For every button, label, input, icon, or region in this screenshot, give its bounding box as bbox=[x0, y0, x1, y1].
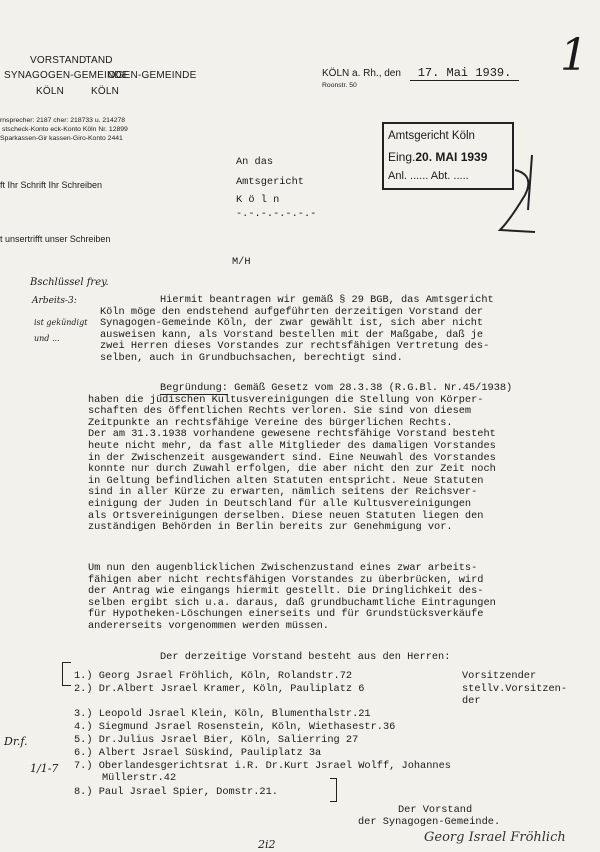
para3-line: fähigen aber nicht rechtsfähigen Vorstandes zu überbrücken, wird bbox=[88, 573, 484, 586]
board-role: der bbox=[462, 695, 481, 707]
body-paragraph-2 bbox=[88, 383, 512, 534]
page-number: 1 bbox=[560, 30, 588, 81]
para1-line: Hiermit beantragen wir gemäß § 29 BGB, das Amtsgericht bbox=[160, 294, 494, 306]
board-num: 8.) bbox=[74, 786, 93, 798]
para2-line: einigung der Juden in Deutschland für alle Kultusvereinigungen bbox=[88, 497, 472, 510]
board-member-text: Albert Jsrael Süskind, Pauliplatz 3a bbox=[98, 747, 322, 759]
board-member-row bbox=[74, 670, 352, 682]
date-city: KÖLN a. Rh., den bbox=[322, 68, 401, 79]
para1-line: ausweisen kann, als Vorstand bestellen mit der Maßgabe, daß je bbox=[100, 328, 484, 341]
board-member-continued: Müllerstr.42 bbox=[102, 772, 177, 784]
board-num: 7.) bbox=[74, 760, 93, 772]
footer-mark: 2i2 bbox=[258, 838, 276, 851]
para1-line: Synagogen-Gemeinde Köln, der zwar gewählt ist, sich aber nicht bbox=[100, 317, 484, 330]
board-num: 1.) bbox=[74, 670, 93, 682]
signature: Georg Israel Fröhlich bbox=[424, 830, 566, 845]
letterhead-org3-a: KÖLN bbox=[36, 86, 65, 97]
para2-line: heute nicht mehr, da fast alle Mitglieder des damaligen Vorstandes bbox=[88, 439, 496, 452]
board-member-text: Siegmund Jsrael Rosenstein, Köln, Wiethasestr.36 bbox=[98, 721, 396, 733]
para2-line: als Ortsvereinigungen derselben. Diese neuen Statuten liegen den bbox=[88, 509, 484, 522]
para2-line: zuständigen Behörden in Berlin bereits zur Genehmigung vor. bbox=[88, 521, 453, 534]
board-member-text: Oberlandesgerichtsrat i.R. Dr.Kurt Jsrael Wolff, Johannes bbox=[98, 760, 451, 772]
reference-code: M/H bbox=[232, 256, 251, 268]
para1-line: selben, auch in Grundbuchsachen, berechtigt sind. bbox=[100, 351, 403, 364]
handwritten-mark-icon bbox=[480, 150, 550, 240]
board-num: 3.) bbox=[74, 708, 93, 720]
board-role: stellv.Vorsitzen- bbox=[462, 683, 568, 695]
margin-board-note-2: 1/1-7 bbox=[30, 762, 59, 775]
board-bracket-left bbox=[62, 662, 71, 686]
date-value: 17. Mai 1939. bbox=[410, 66, 520, 81]
board-member-text: Georg Jsrael Fröhlich, Köln, Rolandstr.72 bbox=[98, 670, 353, 682]
letterhead-sparkasse: Sparkassen-Gir kassen-Giro-Konto 2441 bbox=[0, 135, 123, 142]
para2-line: in der Zwischenzeit ausgewandert sind. Eine Neuwahl des Vorstandes bbox=[88, 451, 496, 464]
para2-line: Gemäß Gesetz vom 28.3.38 (R.G.Bl. Nr.45/1938) bbox=[234, 382, 513, 394]
board-member-row bbox=[74, 760, 451, 772]
para3-line: selben ergibt sich u.a. daraus, daß grundbuchamtliche Eintragungen bbox=[88, 596, 496, 609]
board-member-text: Leopold Jsrael Klein, Köln, Blumenthalstr.21 bbox=[98, 708, 371, 720]
para3-line: Um nun den augenblicklichen Zwischenzustand eines zwar arbeits- bbox=[88, 562, 478, 574]
para3-line: der Antrag wie eingangs hiermit gestellt. Die Dringlichkeit des- bbox=[88, 585, 484, 598]
stamp-eing: Eing. bbox=[388, 150, 416, 164]
para2-line: in Geltung befindlichen alten Statuten entspricht. Neue Statuten bbox=[88, 474, 484, 487]
board-member-text: Dr.Albert Jsrael Kramer, Köln, Pauliplatz 6 bbox=[98, 683, 365, 695]
recipient-line2: Amtsgericht bbox=[236, 176, 304, 188]
board-intro: Der derzeitige Vorstand besteht aus den Herren: bbox=[160, 651, 451, 663]
margin-note-2: Arbeits-3: bbox=[32, 296, 77, 306]
board-num: 6.) bbox=[74, 747, 93, 759]
para2-line: Zeitpunkte an rechtsfähige Vereine des bürgerlichen Rechts. bbox=[88, 416, 453, 429]
board-member-text: Paul Jsrael Spier, Domstr.21. bbox=[98, 786, 278, 798]
letterhead-postcheck: stscheck-Konto eck-Konto Köln Nr. 12899 bbox=[2, 126, 128, 133]
para1-line: Köln möge den endstehend aufgeführten derzeitigen Vorstand der bbox=[100, 305, 484, 318]
para3-line: andererseits vorgenommen werden müssen. bbox=[88, 619, 329, 632]
stamp-date: 20. MAI 1939 bbox=[415, 150, 488, 164]
body-paragraph-3 bbox=[88, 563, 496, 633]
letterhead-org-line2 bbox=[4, 70, 196, 82]
letterhead-org3-b: KÖLN bbox=[91, 86, 120, 97]
recipient-line3: K ö l n bbox=[236, 194, 280, 206]
recipient-line4: -.-.-.-.-.-.- bbox=[236, 208, 317, 220]
board-member-row bbox=[74, 747, 321, 759]
para2-line: Der am 31.3.1938 vorhandene gewesene rechtsfähige Vorstand besteht bbox=[88, 428, 496, 441]
letterhead-org-line3 bbox=[36, 86, 119, 98]
board-role: Vorsitzender bbox=[462, 670, 537, 682]
stamp-line2 bbox=[388, 150, 487, 164]
letterhead-org2-b: OGEN-GEMEINDE bbox=[107, 70, 197, 81]
board-member-row bbox=[74, 721, 395, 733]
board-member-text: Dr.Julius Jsrael Bier, Köln, Salierring 27 bbox=[98, 734, 359, 746]
begruendung-label: Begründung: bbox=[160, 382, 228, 394]
letterhead-phone: rnsprecher: 2187 cher: 218733 u. 214278 bbox=[0, 117, 126, 124]
board-member-row bbox=[74, 786, 278, 798]
letterhead-org2-a: SYNAGOGEN-GEMEINDE bbox=[4, 70, 129, 81]
closing-line2: der Synagogen-Gemeinde. bbox=[358, 816, 501, 828]
margin-board-note-1: Dr.f. bbox=[4, 735, 28, 748]
body-paragraph-1 bbox=[100, 295, 494, 365]
para2-line: schaften des öffentlichen Rechts verloren. Sie sind von diesem bbox=[88, 405, 472, 418]
letterhead-ihr-schreiben: ft Ihr Schrift Ihr Schreiben bbox=[0, 180, 103, 190]
margin-note-1: Bschlüssel frey. bbox=[30, 277, 109, 288]
letterhead-unser-schreiben: t unsertrifft unser Schreiben bbox=[0, 234, 111, 244]
para2-first-line bbox=[88, 383, 512, 395]
board-num: 4.) bbox=[74, 721, 93, 733]
para2-line: konnte nur durch Zuwahl erfolgen, die aber nicht den zur Zeit noch bbox=[88, 463, 496, 476]
board-member-row bbox=[74, 683, 364, 695]
board-member-row bbox=[74, 708, 371, 720]
date-line bbox=[322, 68, 519, 80]
board-num: 2.) bbox=[74, 683, 93, 695]
para3-line: für Hypotheken-Löschungen einerseits und für Grundstücksverkäufe bbox=[88, 608, 484, 621]
board-bracket-right bbox=[330, 778, 337, 802]
board-member-row bbox=[74, 734, 358, 746]
margin-note-3: ist gekündigt bbox=[34, 318, 88, 327]
para1-line: zwei Herren dieses Vorstandes zur rechtsfähigen Vertretung des- bbox=[100, 340, 490, 353]
letterhead-org-b: TAND bbox=[85, 55, 113, 66]
margin-note-4: und ... bbox=[34, 334, 60, 343]
closing-line1: Der Vorstand bbox=[398, 804, 473, 816]
stamp-line1: Amtsgericht Köln bbox=[388, 130, 475, 142]
letterhead-org-line1 bbox=[30, 55, 113, 67]
date-address: Roonstr. 50 bbox=[322, 82, 357, 89]
stamp-line3: Anl. ...... Abt. ..... bbox=[388, 170, 469, 182]
recipient-line1: An das bbox=[236, 156, 274, 168]
letterhead-org-a: VORSTAND bbox=[30, 55, 87, 66]
para2-line: sind in aller Kürze zu erwarten, nämlich seitens der Reichsver- bbox=[88, 486, 478, 499]
para2-line: haben die jüdischen Kultusvereinigungen die Stellung von Körper- bbox=[88, 393, 484, 406]
board-num: 5.) bbox=[74, 734, 93, 746]
